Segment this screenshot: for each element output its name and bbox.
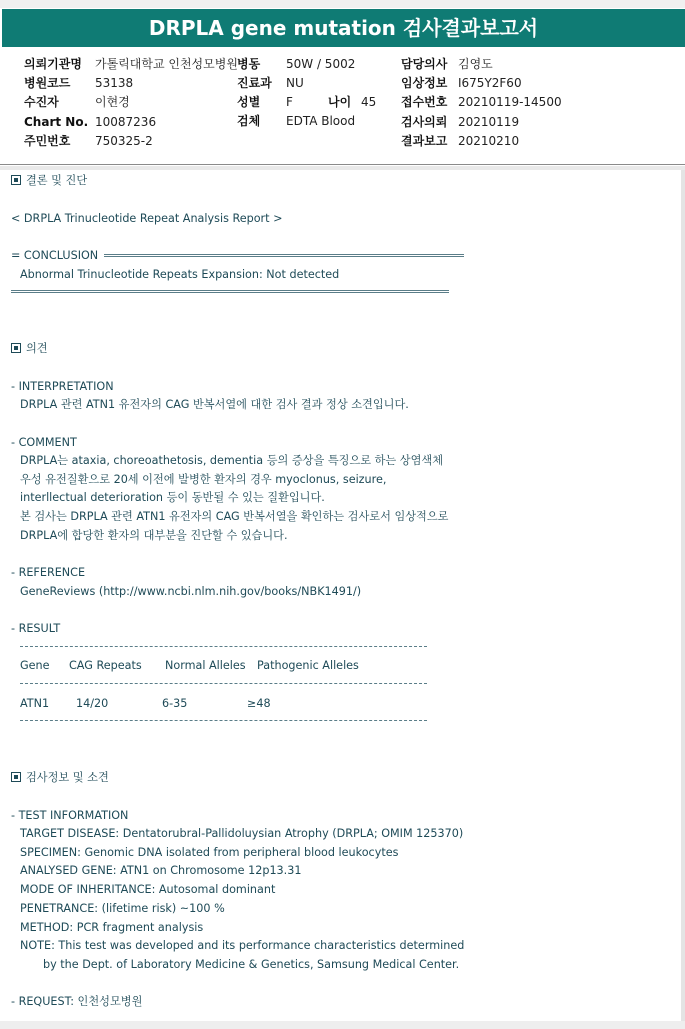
result-title: - RESULT (11, 622, 61, 635)
test-info-line: MODE OF INHERITANCE: Autosomal dominant (20, 883, 276, 896)
conclusion-heading-text: 결론 및 진단 (26, 174, 88, 187)
result-rule-top (20, 646, 427, 647)
test-info-line: by the Dept. of Laboratory Medicine & Genetics, Samsung Medical Center. (43, 958, 460, 971)
request-date-value: 20210119 (458, 115, 520, 129)
conclusion-text: Abnormal Trinucleotide Repeats Expansion: Not detected (20, 268, 340, 281)
ward-label: 병동 (237, 57, 261, 71)
info-heading-text: 검사정보 및 소견 (26, 771, 109, 784)
conclusion-rule-top (104, 254, 464, 257)
specimen-value: EDTA Blood (286, 114, 356, 128)
top-strip (0, 0, 685, 8)
receipt-no-label: 접수번호 (401, 95, 448, 109)
doctor-label: 담당의사 (401, 57, 448, 71)
resident-no-value: 750325-2 (95, 134, 153, 148)
result-header-pathogenic: Pathogenic Alleles (257, 659, 359, 672)
patient-label: 수진자 (24, 95, 59, 109)
result-cell-cag: 14/20 (76, 697, 109, 710)
clinical-info-value: I675Y2F60 (458, 76, 522, 90)
section-square-icon (11, 772, 21, 782)
test-info-line: ANALYSED GENE: ATN1 on Chromosome 12p13.31 (20, 864, 302, 877)
result-rule-bottom (20, 720, 427, 721)
conclusion-rule-bottom (11, 290, 449, 293)
result-cell-normal: 6-35 (162, 697, 188, 710)
result-header-cag: CAG Repeats (69, 659, 142, 672)
section-square-icon (11, 343, 21, 353)
sex-value: F (286, 95, 293, 109)
header-divider (0, 164, 685, 165)
opinion-heading (11, 341, 48, 356)
result-cell-pathogenic: ≥48 (247, 697, 271, 710)
chart-no-label: Chart No. (24, 115, 89, 129)
reference-title: - REFERENCE (11, 566, 86, 579)
age-value: 45 (361, 95, 377, 109)
conclusion-heading (11, 173, 87, 188)
comment-line: 우성 유전질환으로 20세 이전에 발병한 환자의 경우 myoclonus, seizure, (20, 473, 387, 486)
department-value: NU (286, 76, 304, 90)
result-header-gene: Gene (20, 659, 50, 672)
comment-line: DRPLA는 ataxia, choreoathetosis, dementia 등의 증상을 특징으로 하는 상염색체 (20, 454, 444, 467)
institution-label: 의뢰기관명 (24, 57, 82, 71)
test-info-line: TARGET DISEASE: Dentatorubral-Pallidoluysian Atrophy (DRPLA; OMIM 125370) (20, 827, 464, 840)
right-border (681, 170, 685, 1029)
patient-value: 이현경 (95, 95, 130, 109)
hospital-code-value: 53138 (95, 76, 134, 90)
report-date-label: 결과보고 (401, 134, 448, 148)
department-label: 진료과 (237, 76, 272, 90)
section-square-icon (11, 175, 21, 185)
conclusion-title: = CONCLUSION (11, 249, 102, 262)
result-header-normal: Normal Alleles (165, 659, 246, 672)
comment-line: DRPLA에 합당한 환자의 대부분을 진단할 수 있습니다. (20, 529, 288, 542)
resident-no-label: 주민번호 (24, 134, 71, 148)
opinion-heading-text: 의견 (26, 342, 48, 355)
sex-label: 성별 (237, 95, 261, 109)
report-title: DRPLA gene mutation 검사결과보고서 (2, 9, 685, 47)
bottom-strip (0, 1021, 685, 1029)
header-shadow (0, 166, 685, 170)
hospital-code-label: 병원코드 (24, 76, 71, 90)
request-date-label: 검사의뢰 (401, 115, 448, 129)
test-info-line: SPECIMEN: Genomic DNA isolated from peripheral blood leukocytes (20, 846, 399, 859)
info-heading (11, 770, 109, 785)
test-info-line: NOTE: This test was developed and its performance characteristics determined (20, 939, 465, 952)
ward-value: 50W / 5002 (286, 57, 356, 71)
test-info-line: METHOD: PCR fragment analysis (20, 921, 204, 934)
specimen-label: 검체 (237, 114, 261, 128)
chart-no-value: 10087236 (95, 115, 157, 129)
receipt-no-value: 20210119-14500 (458, 95, 562, 109)
comment-line: 본 검사는 DRPLA 관련 ATN1 유전자의 CAG 반복서열을 확인하는 검사로서 임상적으로 (20, 510, 449, 523)
comment-title: - COMMENT (11, 436, 77, 449)
test-info-line: PENETRANCE: (lifetime risk) ~100 % (20, 902, 225, 915)
result-cell-gene: ATN1 (20, 697, 50, 710)
comment-line: interllectual deterioration 등이 동반될 수 있는 질환입니다. (20, 491, 325, 504)
interpretation-title: - INTERPRETATION (11, 380, 114, 393)
request-text: - REQUEST: 인천성모병원 (11, 995, 143, 1008)
clinical-info-label: 임상정보 (401, 76, 448, 90)
age-label: 나이 (328, 95, 352, 109)
interpretation-text: DRPLA 관련 ATN1 유전자의 CAG 반복서열에 대한 검사 결과 정상 소견입니다. (20, 398, 409, 411)
report-name: < DRPLA Trinucleotide Repeat Analysis Report > (11, 212, 283, 225)
reference-text: GeneReviews (http://www.ncbi.nlm.nih.gov/books/NBK1491/) (20, 585, 362, 598)
result-rule-mid (20, 683, 427, 684)
patient-header (0, 47, 685, 165)
institution-value: 가톨릭대학교 인천성모병원 (95, 57, 238, 71)
report-date-value: 20210210 (458, 134, 520, 148)
doctor-value: 김영도 (458, 57, 493, 71)
test-info-title: - TEST INFORMATION (11, 809, 129, 822)
